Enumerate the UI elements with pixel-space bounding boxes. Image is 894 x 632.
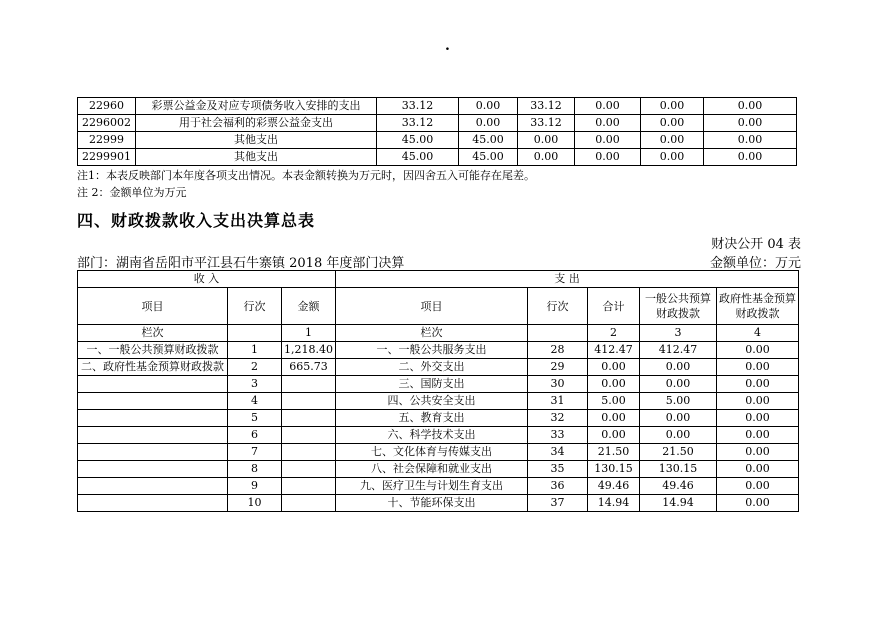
- col-header: 合计: [588, 288, 640, 325]
- col-header: 项目: [336, 288, 528, 325]
- table-cell: 0.00: [588, 376, 640, 393]
- table-cell: 0.00: [575, 98, 641, 115]
- table-cell: [78, 461, 228, 478]
- table-cell: 14.94: [588, 495, 640, 512]
- note-2: 注 2：金额单位为万元: [77, 186, 187, 199]
- table-cell: [282, 478, 336, 495]
- table-cell: 21.50: [640, 444, 717, 461]
- table-cell: 0.00: [575, 149, 641, 166]
- table-cell: 0.00: [641, 115, 704, 132]
- table-cell: 0.00: [518, 149, 575, 166]
- table-cell: 14.94: [640, 495, 717, 512]
- table-cell: 0.00: [704, 115, 797, 132]
- table-cell: 0.00: [717, 410, 799, 427]
- table-cell: 0.00: [518, 132, 575, 149]
- table-cell: 1: [228, 342, 282, 359]
- table-cell: 0.00: [575, 132, 641, 149]
- expense-header: 支 出: [336, 271, 799, 288]
- table-cell: 0.00: [640, 410, 717, 427]
- table-cell: [282, 376, 336, 393]
- table-cell: 0.00: [459, 98, 518, 115]
- form-code: 财决公开 04 表: [711, 237, 801, 252]
- table-row: [78, 115, 797, 132]
- table-cell: 8: [228, 461, 282, 478]
- table-cell: 45.00: [459, 149, 518, 166]
- col-header: 行次: [528, 288, 588, 325]
- table-cell: 130.15: [588, 461, 640, 478]
- table-cell: 130.15: [640, 461, 717, 478]
- table-cell: [78, 376, 228, 393]
- fiscal-summary-table: [77, 270, 799, 512]
- table-cell: [78, 478, 228, 495]
- table-cell: 2: [228, 359, 282, 376]
- table-cell: 0.00: [717, 342, 799, 359]
- table-cell: [78, 393, 228, 410]
- table-cell: 0.00: [704, 149, 797, 166]
- col-index-row: [78, 325, 799, 342]
- table-cell: 0.00: [641, 149, 704, 166]
- table-cell: 21.50: [588, 444, 640, 461]
- income-header: 收 入: [78, 271, 336, 288]
- table-row: [78, 495, 799, 512]
- table-cell: 0.00: [641, 132, 704, 149]
- table-cell: 33: [528, 427, 588, 444]
- table-row: [78, 393, 799, 410]
- table-cell: 5.00: [640, 393, 717, 410]
- table-cell: 32: [528, 410, 588, 427]
- table-cell: 0.00: [717, 478, 799, 495]
- table-cell: 3: [228, 376, 282, 393]
- table-row: [78, 427, 799, 444]
- col-index: [528, 325, 588, 342]
- table-cell: 0.00: [640, 376, 717, 393]
- table-cell: 其他支出: [136, 132, 377, 149]
- table-cell: 0.00: [717, 495, 799, 512]
- table-row: [78, 478, 799, 495]
- table-cell: 1,218.40: [282, 342, 336, 359]
- table-cell: 10: [228, 495, 282, 512]
- table-cell: 22999: [78, 132, 136, 149]
- table-cell: 0.00: [717, 427, 799, 444]
- table-cell: 31: [528, 393, 588, 410]
- table-row: [78, 342, 799, 359]
- col-index: 3: [640, 325, 717, 342]
- table-cell: 0.00: [641, 98, 704, 115]
- col-index: 2: [588, 325, 640, 342]
- table-cell: [282, 444, 336, 461]
- col-index: 1: [282, 325, 336, 342]
- table-row: [78, 359, 799, 376]
- table-cell: 0.00: [640, 427, 717, 444]
- table-row: [78, 410, 799, 427]
- table-cell: 49.46: [588, 478, 640, 495]
- col-header: 项目: [78, 288, 228, 325]
- table-cell: 三、国防支出: [336, 376, 528, 393]
- table-cell: 六、科学技术支出: [336, 427, 528, 444]
- table-cell: 0.00: [717, 393, 799, 410]
- col-header: 行次: [228, 288, 282, 325]
- table-cell: 0.00: [640, 359, 717, 376]
- table-cell: 412.47: [640, 342, 717, 359]
- table-cell: 0.00: [459, 115, 518, 132]
- table-cell: 4: [228, 393, 282, 410]
- table-row: [78, 149, 797, 166]
- table-cell: 用于社会福利的彩票公益金支出: [136, 115, 377, 132]
- table-cell: 36: [528, 478, 588, 495]
- table-cell: 五、教育支出: [336, 410, 528, 427]
- table-cell: 七、文化体育与传媒支出: [336, 444, 528, 461]
- table-cell: 0.00: [717, 376, 799, 393]
- table-cell: 0.00: [704, 98, 797, 115]
- table-row: [78, 132, 797, 149]
- table-cell: 5.00: [588, 393, 640, 410]
- col-header: 金额: [282, 288, 336, 325]
- section-title: 四、财政拨款收入支出决算总表: [77, 211, 316, 230]
- table-cell: [282, 410, 336, 427]
- table-cell: 2296002: [78, 115, 136, 132]
- group-header-row: [78, 271, 799, 288]
- table-cell: 34: [528, 444, 588, 461]
- table-cell: 八、社会保障和就业支出: [336, 461, 528, 478]
- table-cell: 29: [528, 359, 588, 376]
- table-cell: 0.00: [575, 115, 641, 132]
- table-row: [78, 444, 799, 461]
- table-cell: [78, 495, 228, 512]
- table-cell: 一、一般公共预算财政拨款: [78, 342, 228, 359]
- col-index: [228, 325, 282, 342]
- table-cell: 412.47: [588, 342, 640, 359]
- table-cell: 33.12: [518, 98, 575, 115]
- col-index: 4: [717, 325, 799, 342]
- table-cell: 33.12: [518, 115, 575, 132]
- table-cell: 二、外交支出: [336, 359, 528, 376]
- page-marker: .: [445, 38, 450, 54]
- table-cell: [282, 461, 336, 478]
- table-row: [78, 98, 797, 115]
- table-cell: 5: [228, 410, 282, 427]
- table-cell: 十、节能环保支出: [336, 495, 528, 512]
- table-cell: 35: [528, 461, 588, 478]
- table-cell: 33.12: [377, 115, 459, 132]
- table-cell: 0.00: [717, 359, 799, 376]
- table-cell: 0.00: [717, 461, 799, 478]
- table-cell: 九、医疗卫生与计划生育支出: [336, 478, 528, 495]
- table-cell: 28: [528, 342, 588, 359]
- table-cell: 7: [228, 444, 282, 461]
- table-cell: 2299901: [78, 149, 136, 166]
- table-cell: [282, 393, 336, 410]
- table-cell: 彩票公益金及对应专项债务收入安排的支出: [136, 98, 377, 115]
- table-cell: 665.73: [282, 359, 336, 376]
- table-cell: [282, 427, 336, 444]
- table-cell: [78, 444, 228, 461]
- col-header: 政府性基金预算财政拨款: [717, 288, 799, 325]
- table-cell: 22960: [78, 98, 136, 115]
- table-cell: 0.00: [588, 427, 640, 444]
- column-header-row: [78, 288, 799, 325]
- table-cell: 45.00: [377, 132, 459, 149]
- table-cell: 0.00: [588, 359, 640, 376]
- table-cell: 45.00: [459, 132, 518, 149]
- col-index: 栏次: [336, 325, 528, 342]
- table-cell: 0.00: [588, 410, 640, 427]
- table-cell: 一、一般公共服务支出: [336, 342, 528, 359]
- table-cell: [78, 427, 228, 444]
- table-cell: 33.12: [377, 98, 459, 115]
- table-row: [78, 461, 799, 478]
- table-cell: 45.00: [377, 149, 459, 166]
- unit-label: 金额单位：万元: [709, 256, 801, 271]
- department-label: 部门：湖南省岳阳市平江县石牛寨镇 2018 年度部门决算: [77, 256, 405, 271]
- expenditure-detail-table: [77, 97, 797, 166]
- col-header: 一般公共预算财政拨款: [640, 288, 717, 325]
- table-cell: 49.46: [640, 478, 717, 495]
- table-row: [78, 376, 799, 393]
- table-cell: 37: [528, 495, 588, 512]
- col-index: 栏次: [78, 325, 228, 342]
- table-cell: 二、政府性基金预算财政拨款: [78, 359, 228, 376]
- table-cell: 0.00: [704, 132, 797, 149]
- note-1: 注1：本表反映部门本年度各项支出情况。本表金额转换为万元时，因四舍五入可能存在尾差。: [77, 169, 535, 182]
- table-cell: [282, 495, 336, 512]
- table-cell: 四、公共安全支出: [336, 393, 528, 410]
- table-cell: [78, 410, 228, 427]
- table-cell: 30: [528, 376, 588, 393]
- table-cell: 其他支出: [136, 149, 377, 166]
- table-cell: 0.00: [717, 444, 799, 461]
- table-cell: 9: [228, 478, 282, 495]
- table-cell: 6: [228, 427, 282, 444]
